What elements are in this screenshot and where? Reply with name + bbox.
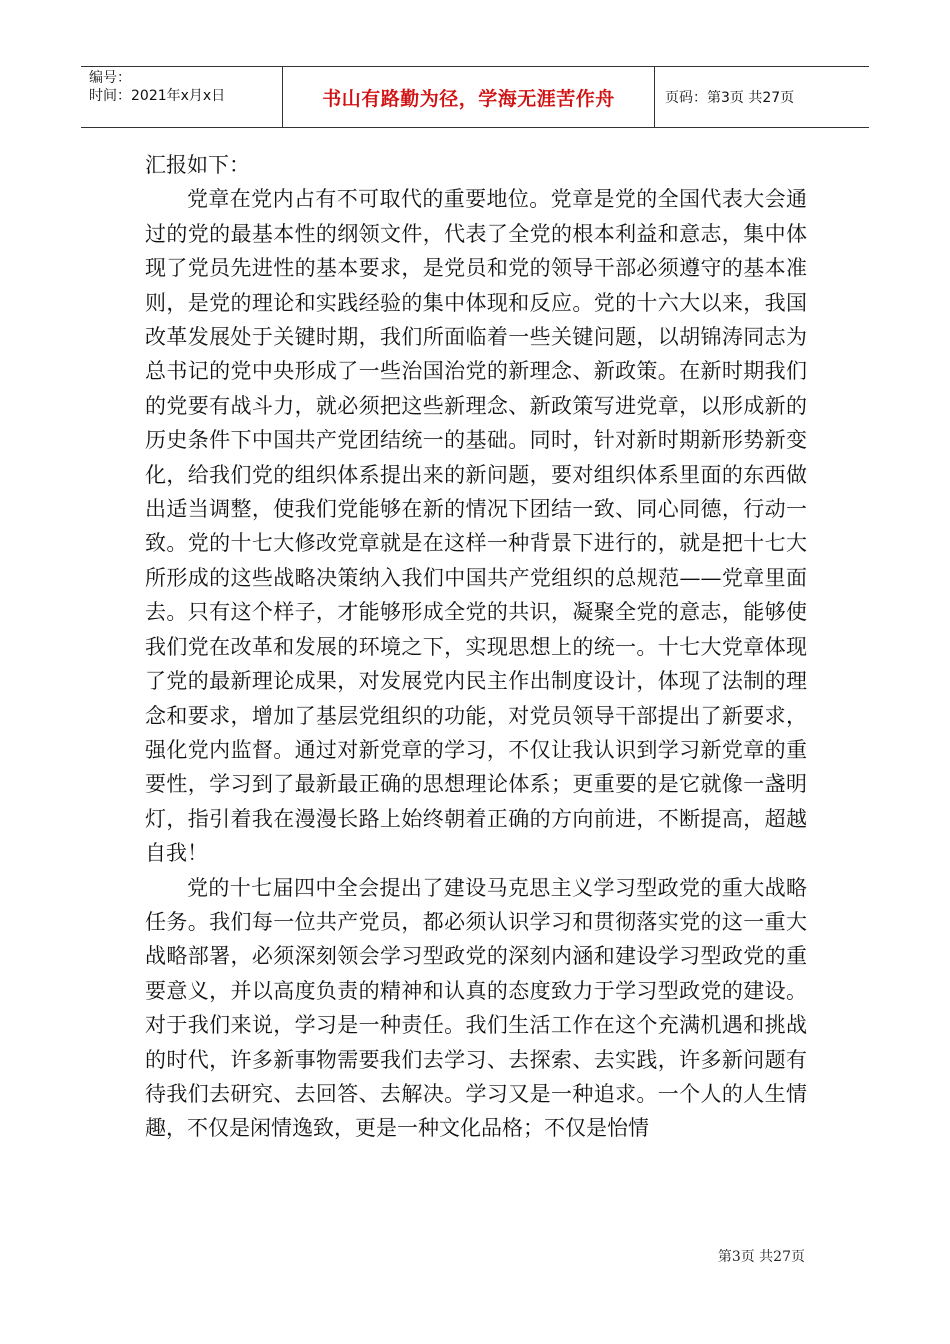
document-number-label: 编号： bbox=[89, 70, 131, 86]
page-header bbox=[81, 66, 869, 128]
header-page-info: 页码：第3页 共27页 bbox=[665, 90, 795, 106]
document-time-label: 时间：2021年x月x日 bbox=[89, 88, 226, 104]
header-meta bbox=[81, 67, 283, 127]
header-motto: 书山有路勤为径，学海无涯苦作舟 bbox=[283, 67, 655, 127]
paragraph-party-constitution: 党章在党内占有不可取代的重要地位。党章是党的全国代表大会通过的党的最基本性的纲领文件，代表了全党的根本利益和意志，集中体现了党员先进性的基本要求，是党员和党的领导干部必须遵守的基本准则，是党的理论和实践经验的集中体现和反应。党的十六大以来，我国改革发展处于关键时期，我们所面临着一些关键问题，以胡锦涛同志为总书记的党中央形成了一些治国治党的新理念、新政策。在新时期我们的党要有战斗力，就必须把这些新理念、新政策写进党章，以形成新的历史条件下中国共产党团结统一的基础。同时，针对新时期新形势新变化，给我们党的组织体系提出来的新问题，要对组织体系里面的东西做出适当调整，使我们党能够在新的情况下团结一致、同心同德，行动一致。党的十七大修改党章就是在这样一种背景下进行的，就是把十七大所形成的这些战略决策纳入我们中国共产党组织的总规范——党章里面去。只有这个样子，才能够形成全党的共识，凝聚全党的意志，能够使我们党在改革和发展的环境之下，实现思想上的统一。十七大党章体现了党的最新理论成果，对发展党内民主作出制度设计，体现了法制的理念和要求，增加了基层党组织的功能，对党员领导干部提出了新要求，强化党内监督。通过对新党章的学习，不仅让我认识到学习新党章的重要性，学习到了最新最正确的思想理论体系；更重要的是它就像一盏明灯，指引着我在漫漫长路上始终朝着正确的方向前进，不断提高，超越自我！ bbox=[145, 187, 807, 866]
paragraph-learning-party: 党的十七届四中全会提出了建设马克思主义学习型政党的重大战略任务。我们每一位共产党员，都必须认识学习和贯彻落实党的这一重大战略部署，必须深刻领会学习型政党的深刻内涵和建设学习型政党的重要意义，并以高度负责的精神和认真的态度致力于学习型政党的建设。对于我们来说，学习是一种责任。我们生活工作在这个充满机遇和挑战的时代，许多新事物需要我们去学习、去探索、去实践，许多新问题有待我们去研究、去回答、去解决。学习又是一种追求。一个人的人生情趣，不仅是闲情逸致，更是一种文化品格；不仅是怡情 bbox=[145, 875, 807, 1141]
document-body bbox=[145, 148, 807, 1146]
paragraph-opening: 汇报如下： bbox=[145, 153, 250, 177]
page-footer: 第3页 共27页 bbox=[717, 1249, 805, 1265]
